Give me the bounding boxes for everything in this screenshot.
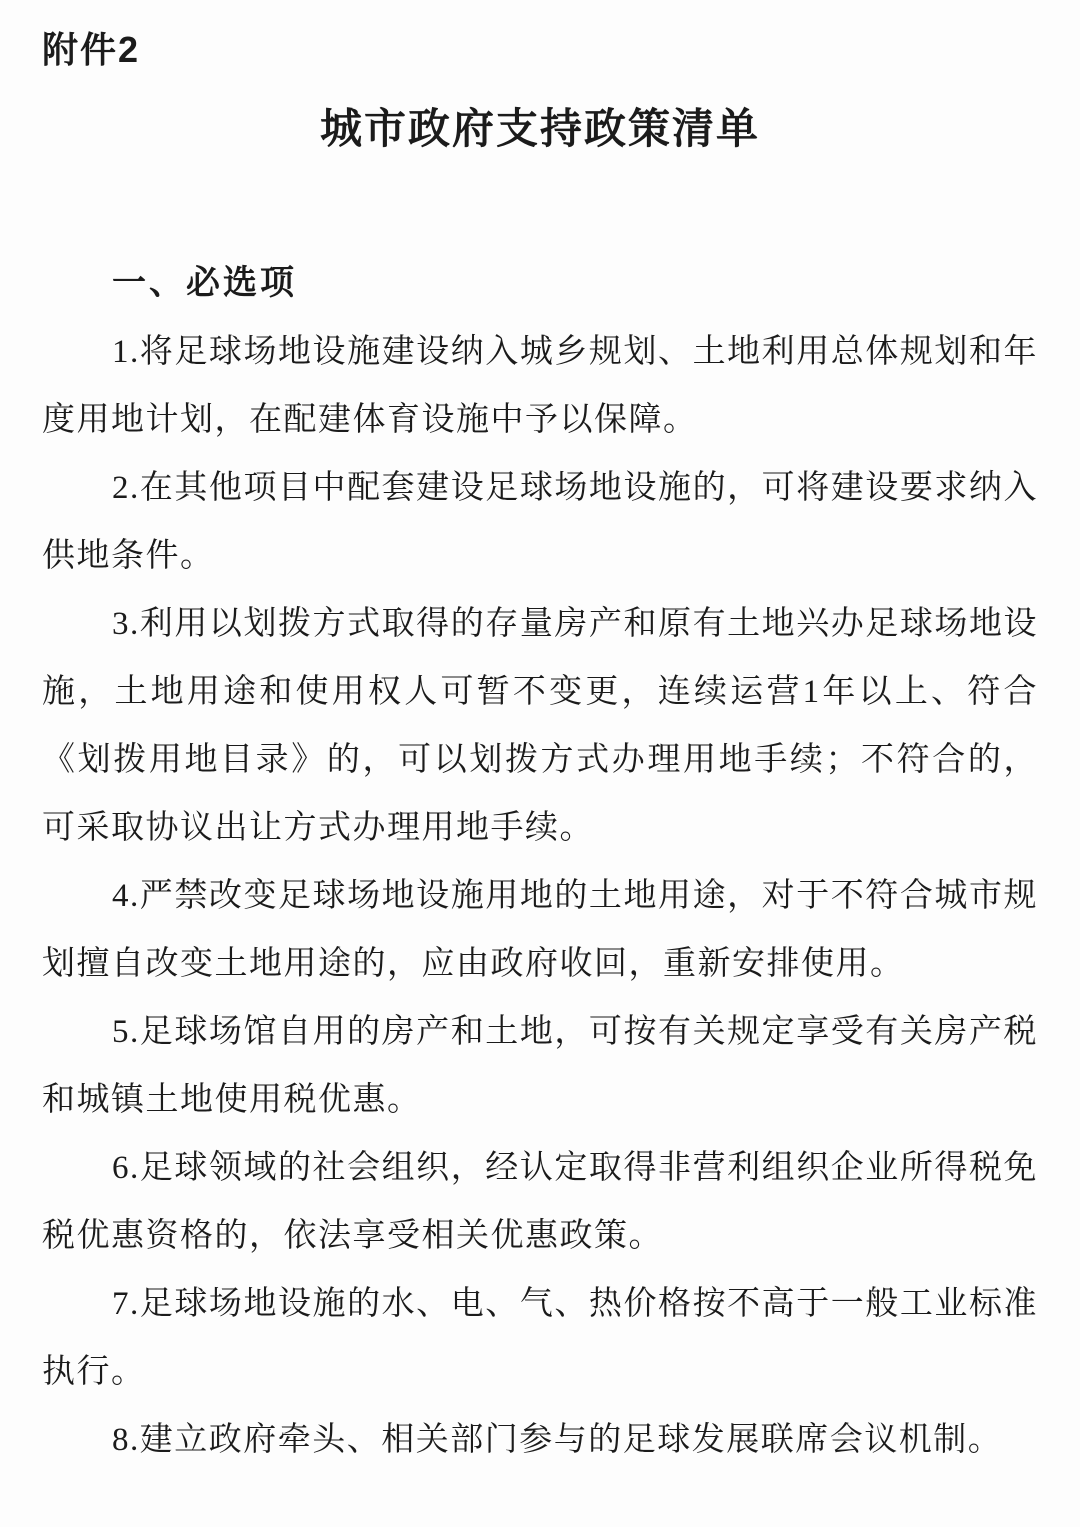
policy-paragraph-4: 4.严禁改变足球场地设施用地的土地用途，对于不符合城市规划擅自改变土地用途的，应由政府收回，重新安排使用。: [42, 878, 1038, 982]
policy-list: [42, 318, 1038, 1474]
policy-paragraph-2: 2.在其他项目中配套建设足球场地设施的，可将建设要求纳入供地条件。: [42, 470, 1038, 574]
policy-paragraph-5: 5.足球场馆自用的房产和土地，可按有关规定享受有关房产税和城镇土地使用税优惠。: [42, 1014, 1038, 1118]
policy-paragraph-1: 1.将足球场地设施建设纳入城乡规划、土地利用总体规划和年度用地计划，在配建体育设施中予以保障。: [42, 334, 1038, 438]
policy-paragraph-8: 8.建立政府牵头、相关部门参与的足球发展联席会议机制。: [112, 1422, 1003, 1458]
policy-paragraph-7: 7.足球场地设施的水、电、气、热价格按不高于一般工业标准执行。: [42, 1286, 1038, 1390]
document-title: 城市政府支持政策清单: [319, 107, 760, 153]
policy-paragraph-3: 3.利用以划拨方式取得的存量房产和原有土地兴办足球场地设施，土地用途和使用权人可暂不变更，连续运营1年以上、符合《划拨用地目录》的，可以划拨方式办理用地手续；不符合的，可采取协议出让方式办理用地手续。: [42, 606, 1038, 846]
policy-paragraph-6: 6.足球领域的社会组织，经认定取得非营利组织企业所得税免税优惠资格的，依法享受相关优惠政策。: [42, 1150, 1038, 1254]
attachment-label: 附件2: [42, 29, 141, 70]
section-heading-required-items: 一、必选项: [112, 264, 297, 302]
